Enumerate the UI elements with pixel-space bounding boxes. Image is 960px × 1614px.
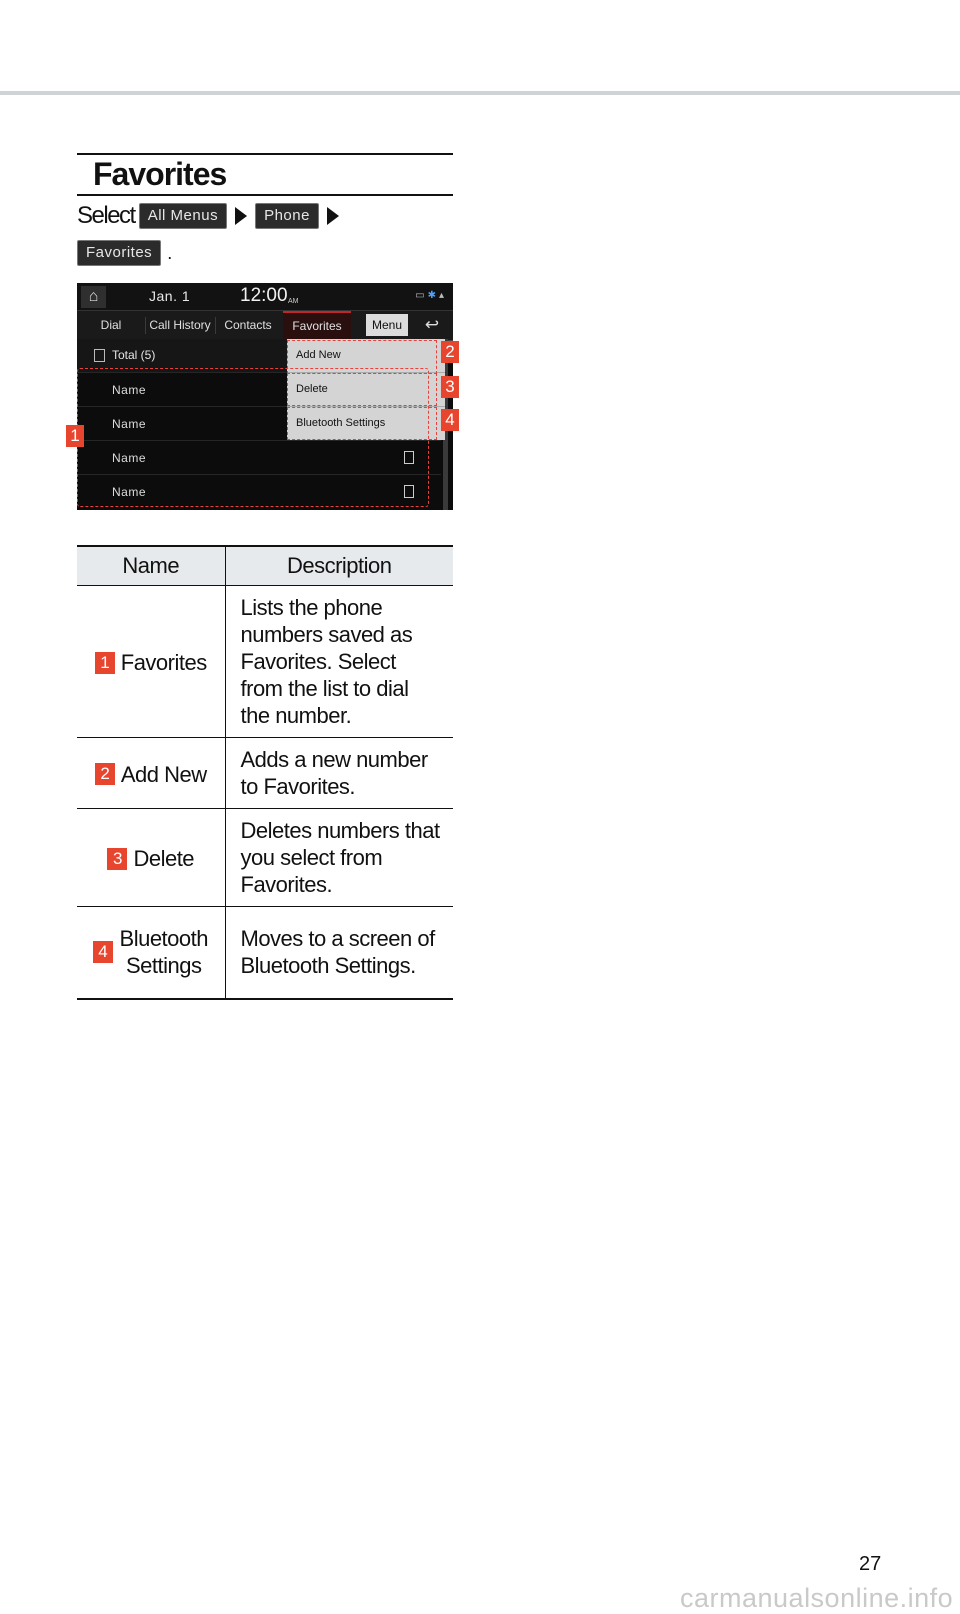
- number-badge: 4: [93, 941, 113, 963]
- menu-button[interactable]: Menu: [366, 314, 408, 336]
- table-header-row: [77, 546, 453, 586]
- favorite-name: Name: [112, 417, 147, 431]
- bluetooth-icon: ✱: [427, 290, 439, 301]
- number-badge: 1: [95, 652, 115, 674]
- section-title: Favorites: [93, 156, 227, 192]
- name-cell: [77, 738, 225, 809]
- status-icons: [415, 290, 447, 301]
- name-cell: [77, 586, 225, 738]
- header-name: Name: [77, 546, 225, 586]
- all-menus-button[interactable]: All Menus: [139, 203, 227, 229]
- table-row: [77, 907, 453, 999]
- name-cell: [77, 907, 225, 999]
- tab-dial[interactable]: Dial: [100, 318, 122, 332]
- battery-icon: ▭: [415, 290, 428, 301]
- list-icon: [94, 349, 105, 362]
- status-date: Jan. 1: [149, 288, 191, 304]
- menu-item-label: Add New: [296, 349, 341, 361]
- item-name: Add New: [120, 761, 207, 787]
- signal-icon: ▴: [438, 290, 447, 301]
- menu-item-label: Delete: [296, 383, 328, 395]
- home-icon[interactable]: ⌂: [81, 286, 106, 308]
- description-cell: Adds a new number to Favorites.: [225, 738, 453, 809]
- description-table: [77, 545, 453, 1000]
- callout-box-3: [287, 373, 437, 406]
- select-word: Select: [77, 202, 135, 229]
- section-header: [77, 153, 453, 196]
- table-row: [77, 809, 453, 907]
- top-rule: [0, 91, 960, 95]
- page-number: 27: [859, 1553, 882, 1575]
- callout-2: 2: [441, 341, 459, 363]
- name-cell: [77, 809, 225, 907]
- tab-favorites[interactable]: Favorites: [283, 311, 351, 340]
- callout-4: 4: [441, 409, 459, 431]
- header-description: Description: [225, 546, 453, 586]
- status-time: 12:00: [240, 285, 288, 306]
- callout-1: 1: [66, 425, 84, 447]
- tab-contacts[interactable]: Contacts: [224, 318, 272, 332]
- status-bar: [77, 283, 453, 310]
- total-label: Total (5): [112, 348, 156, 362]
- back-icon[interactable]: ↩: [424, 315, 440, 334]
- table-row: [77, 586, 453, 738]
- favorite-name: Name: [112, 485, 147, 499]
- number-badge: 2: [95, 763, 115, 785]
- description-cell: Lists the phone numbers saved as Favorites. Select from the list to dial the number.: [225, 586, 453, 738]
- item-name: Delete: [133, 846, 195, 872]
- number-badge: 3: [107, 848, 127, 870]
- arrow-right-icon: [327, 207, 339, 225]
- item-name: Favorites: [120, 650, 207, 676]
- description-cell: Moves to a screen of Bluetooth Settings.: [240, 926, 435, 979]
- callout-3: 3: [441, 376, 459, 398]
- tab-call-history[interactable]: Call History: [149, 318, 211, 332]
- callout-box-2: [287, 340, 437, 374]
- status-ampm: AM: [288, 298, 299, 305]
- tab-bar: [77, 310, 453, 341]
- description-cell: Deletes numbers that you select from Favorites.: [225, 809, 453, 907]
- callout-box-4: [287, 407, 437, 440]
- instruction-line: [77, 200, 347, 232]
- favorite-name: Name: [112, 451, 147, 465]
- favorite-name: Name: [112, 383, 147, 397]
- menu-item-label: Bluetooth Settings: [296, 417, 386, 429]
- instruction-period: .: [167, 242, 173, 263]
- phone-button[interactable]: Phone: [255, 203, 319, 229]
- phone-favorites-screen: [77, 283, 453, 510]
- favorites-button[interactable]: Favorites: [77, 240, 161, 266]
- item-name: Bluetooth Settings: [119, 926, 208, 979]
- watermark: carmanualsonline.info: [680, 1583, 954, 1613]
- arrow-right-icon: [235, 207, 247, 225]
- instruction-line-2: [77, 240, 172, 266]
- table-row: [77, 738, 453, 809]
